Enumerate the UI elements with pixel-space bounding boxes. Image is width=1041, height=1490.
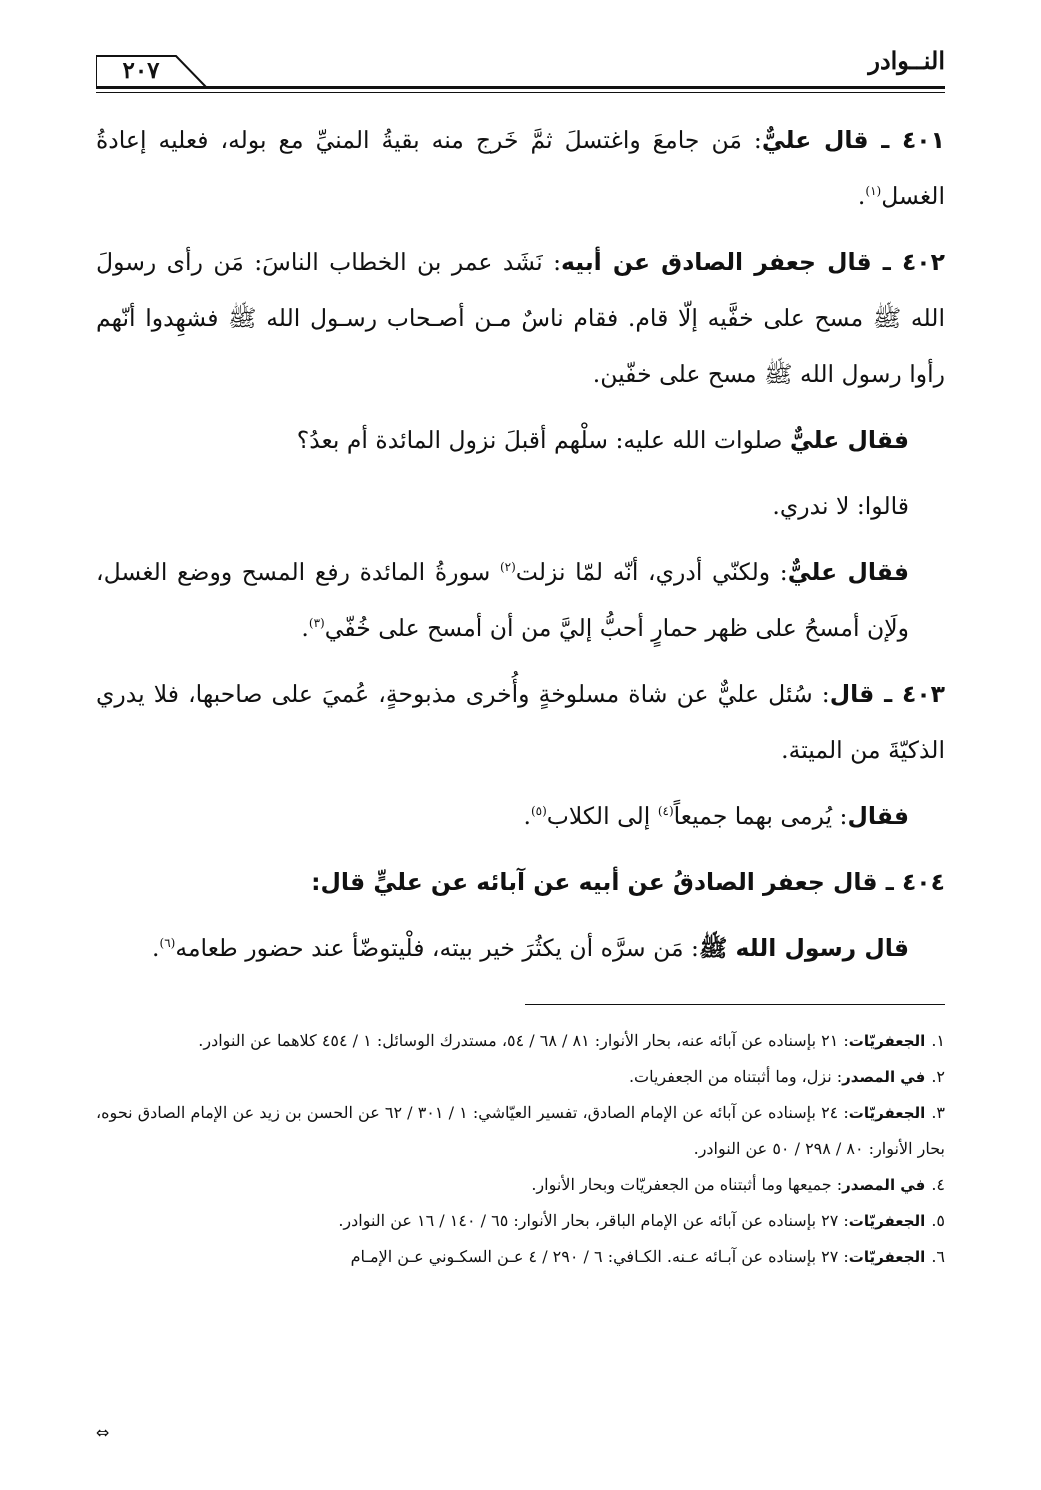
hadith-tail: . — [523, 802, 531, 830]
hadith-text: : نَشَد عمر بن الخطاب الناسَ: مَن رأى رسولَ الله ﷺ مسح على خفَّيه إلّا قام. فقام ناسٌ مـن أصـحاب رسـول الله ﷺ فشهِدوا أنّهم رأوا رسول الله ﷺ مسح على خفّين. — [96, 248, 945, 388]
footnote-text: : ٢١ بإسناده عن آبائه عنه، بحار الأنوار: ٨١ / ٦٨ / ٥٤، مستدرك الوسائل: ١ / ٤٥٤ كلاهما عن النوادر. — [198, 1031, 849, 1050]
page-number: ٢٠٧ — [122, 57, 160, 84]
footnote-number: ٥. — [931, 1211, 945, 1230]
footnote-number: ٢. — [931, 1067, 945, 1086]
header-rule-thin — [96, 92, 945, 93]
footnote-number: ١. — [931, 1031, 945, 1050]
hadith-lead: فقال عليٌّ — [787, 558, 909, 586]
book-page — [96, 40, 945, 1450]
hadith-lead: قال رسول الله ﷺ — [698, 934, 909, 962]
running-title: النــوادر — [868, 46, 945, 75]
hadith-text: : يُرمى بهما جميعاً — [673, 802, 848, 830]
footnote-source: الجعفريّات — [848, 1104, 926, 1122]
footnote-ref: (٣) — [308, 616, 325, 631]
continuation-mark-icon: ⇔ — [96, 1423, 110, 1442]
hadith-402-answer — [96, 544, 945, 656]
hadith-text-cont: سورةُ المائدة رفع المسح ووضع الغسل، ولَإن أمسحُ على ظهر حمارٍ أحبُّ إليَّ من أن أمسح على خُفّي — [96, 558, 909, 642]
footnote-text: : ٢٧ بإسناده عن آبـائه عـنه. الكـافي: ٦ / ٢٩٠ / ٤ عـن السكـوني عـن الإمـام — [350, 1247, 849, 1266]
hadith-text: : مَن سرَّه أن يكثُرَ خير بيته، فلْيتوضّأ عند حضور طعامه — [175, 934, 699, 962]
footnote-source: في المصدر — [842, 1068, 926, 1086]
footnote-number: ٦. — [931, 1247, 945, 1266]
hadith-403 — [96, 666, 945, 778]
hadith-lead: فقال — [847, 802, 909, 830]
footnote-source: في المصدر — [842, 1176, 926, 1194]
hadith-404-text — [96, 920, 945, 976]
hadith-tail: . — [857, 182, 866, 210]
hadith-402-question — [96, 412, 945, 468]
hadith-lead: ٤٠٣ ـ قال — [829, 680, 946, 708]
hadith-text: : ولكنّي أدري، أنّه لمّا نزلت — [515, 558, 788, 586]
footnote-ref: (١) — [865, 184, 882, 199]
footnote-separator — [525, 1004, 945, 1005]
footnote-ref: (٦) — [159, 936, 176, 951]
hadith-401 — [96, 112, 945, 224]
hadith-text: : سُئل عليٌّ عن شاة مسلوخةٍ وأُخرى مذبوحةٍ، عُميَ على صاحبها، فلا يدري الذكيّةَ من الميتة. — [96, 680, 945, 764]
page-header — [96, 40, 945, 98]
footnote-text: : ٢٤ بإسناده عن آبائه عن الإمام الصادق، تفسير العيّاشي: ١ / ٣٠١ / ٦٢ عن الحسن بن زيد عن الإمام الصادق نحوه، بحار الأنوار: ٨٠ / ٢٩٨ / ٥٠ عن النوادر. — [96, 1103, 945, 1158]
footnote-number: ٣. — [931, 1103, 945, 1122]
footnote-2 — [96, 1059, 945, 1095]
footnote-text: : ٢٧ بإسناده عن آبائه عن الإمام الباقر، بحار الأنوار: ٦٥ / ١٤٠ / ١٦ عن النوادر. — [338, 1211, 849, 1230]
footnote-ref: (٢) — [499, 560, 516, 575]
footnote-text: : جميعها وما أثبتناه من الجعفريّات وبحار الأنوار. — [531, 1175, 843, 1194]
footnote-source: الجعفريّات — [848, 1032, 926, 1050]
footnote-1 — [96, 1023, 945, 1059]
hadith-402 — [96, 234, 945, 402]
footnote-text: : نزل، وما أثبتناه من الجعفريات. — [628, 1067, 843, 1086]
footnote-5 — [96, 1203, 945, 1239]
hadith-403-answer — [96, 788, 945, 844]
hadith-lead: ٤٠٤ ـ قال جعفر الصادقُ عن أبيه عن آبائه عن عليٍّ قال: — [311, 868, 945, 896]
page-number-tab — [96, 54, 208, 88]
footnote-source: الجعفريّات — [848, 1212, 926, 1230]
hadith-tail: . — [301, 614, 309, 642]
hadith-lead: ٤٠١ ـ قال عليٌّ — [761, 126, 945, 154]
hadith-404 — [96, 854, 945, 910]
footnote-4 — [96, 1167, 945, 1203]
hadith-text-cont: إلى الكلاب — [546, 802, 658, 830]
footnote-6 — [96, 1239, 945, 1275]
hadith-tail: . — [152, 934, 160, 962]
hadith-lead: فقال عليٌّ — [789, 426, 909, 454]
hadith-402-reply — [96, 478, 945, 534]
hadith-text: : مَن جامعَ واغتسلَ ثمَّ خَرج منه بقيةُ المنيِّ مع بوله، فعليه إعادةُ الغسل — [96, 126, 945, 210]
header-rule-thick — [96, 86, 945, 89]
footnote-3 — [96, 1095, 945, 1167]
hadith-lead: ٤٠٢ ـ قال جعفر الصادق عن أبيه — [561, 248, 945, 276]
footnote-ref: (٤) — [657, 804, 674, 819]
footnote-source: الجعفريّات — [848, 1248, 926, 1266]
main-text — [96, 112, 945, 976]
footnote-ref: (٥) — [530, 804, 547, 819]
footnote-number: ٤. — [931, 1175, 945, 1194]
hadith-text: صلوات الله عليه: سلْهم أقبلَ نزول المائدة أم بعدُ؟ — [296, 426, 790, 454]
footnotes — [96, 1023, 945, 1275]
hadith-text: قالوا: لا ندري. — [772, 492, 909, 520]
